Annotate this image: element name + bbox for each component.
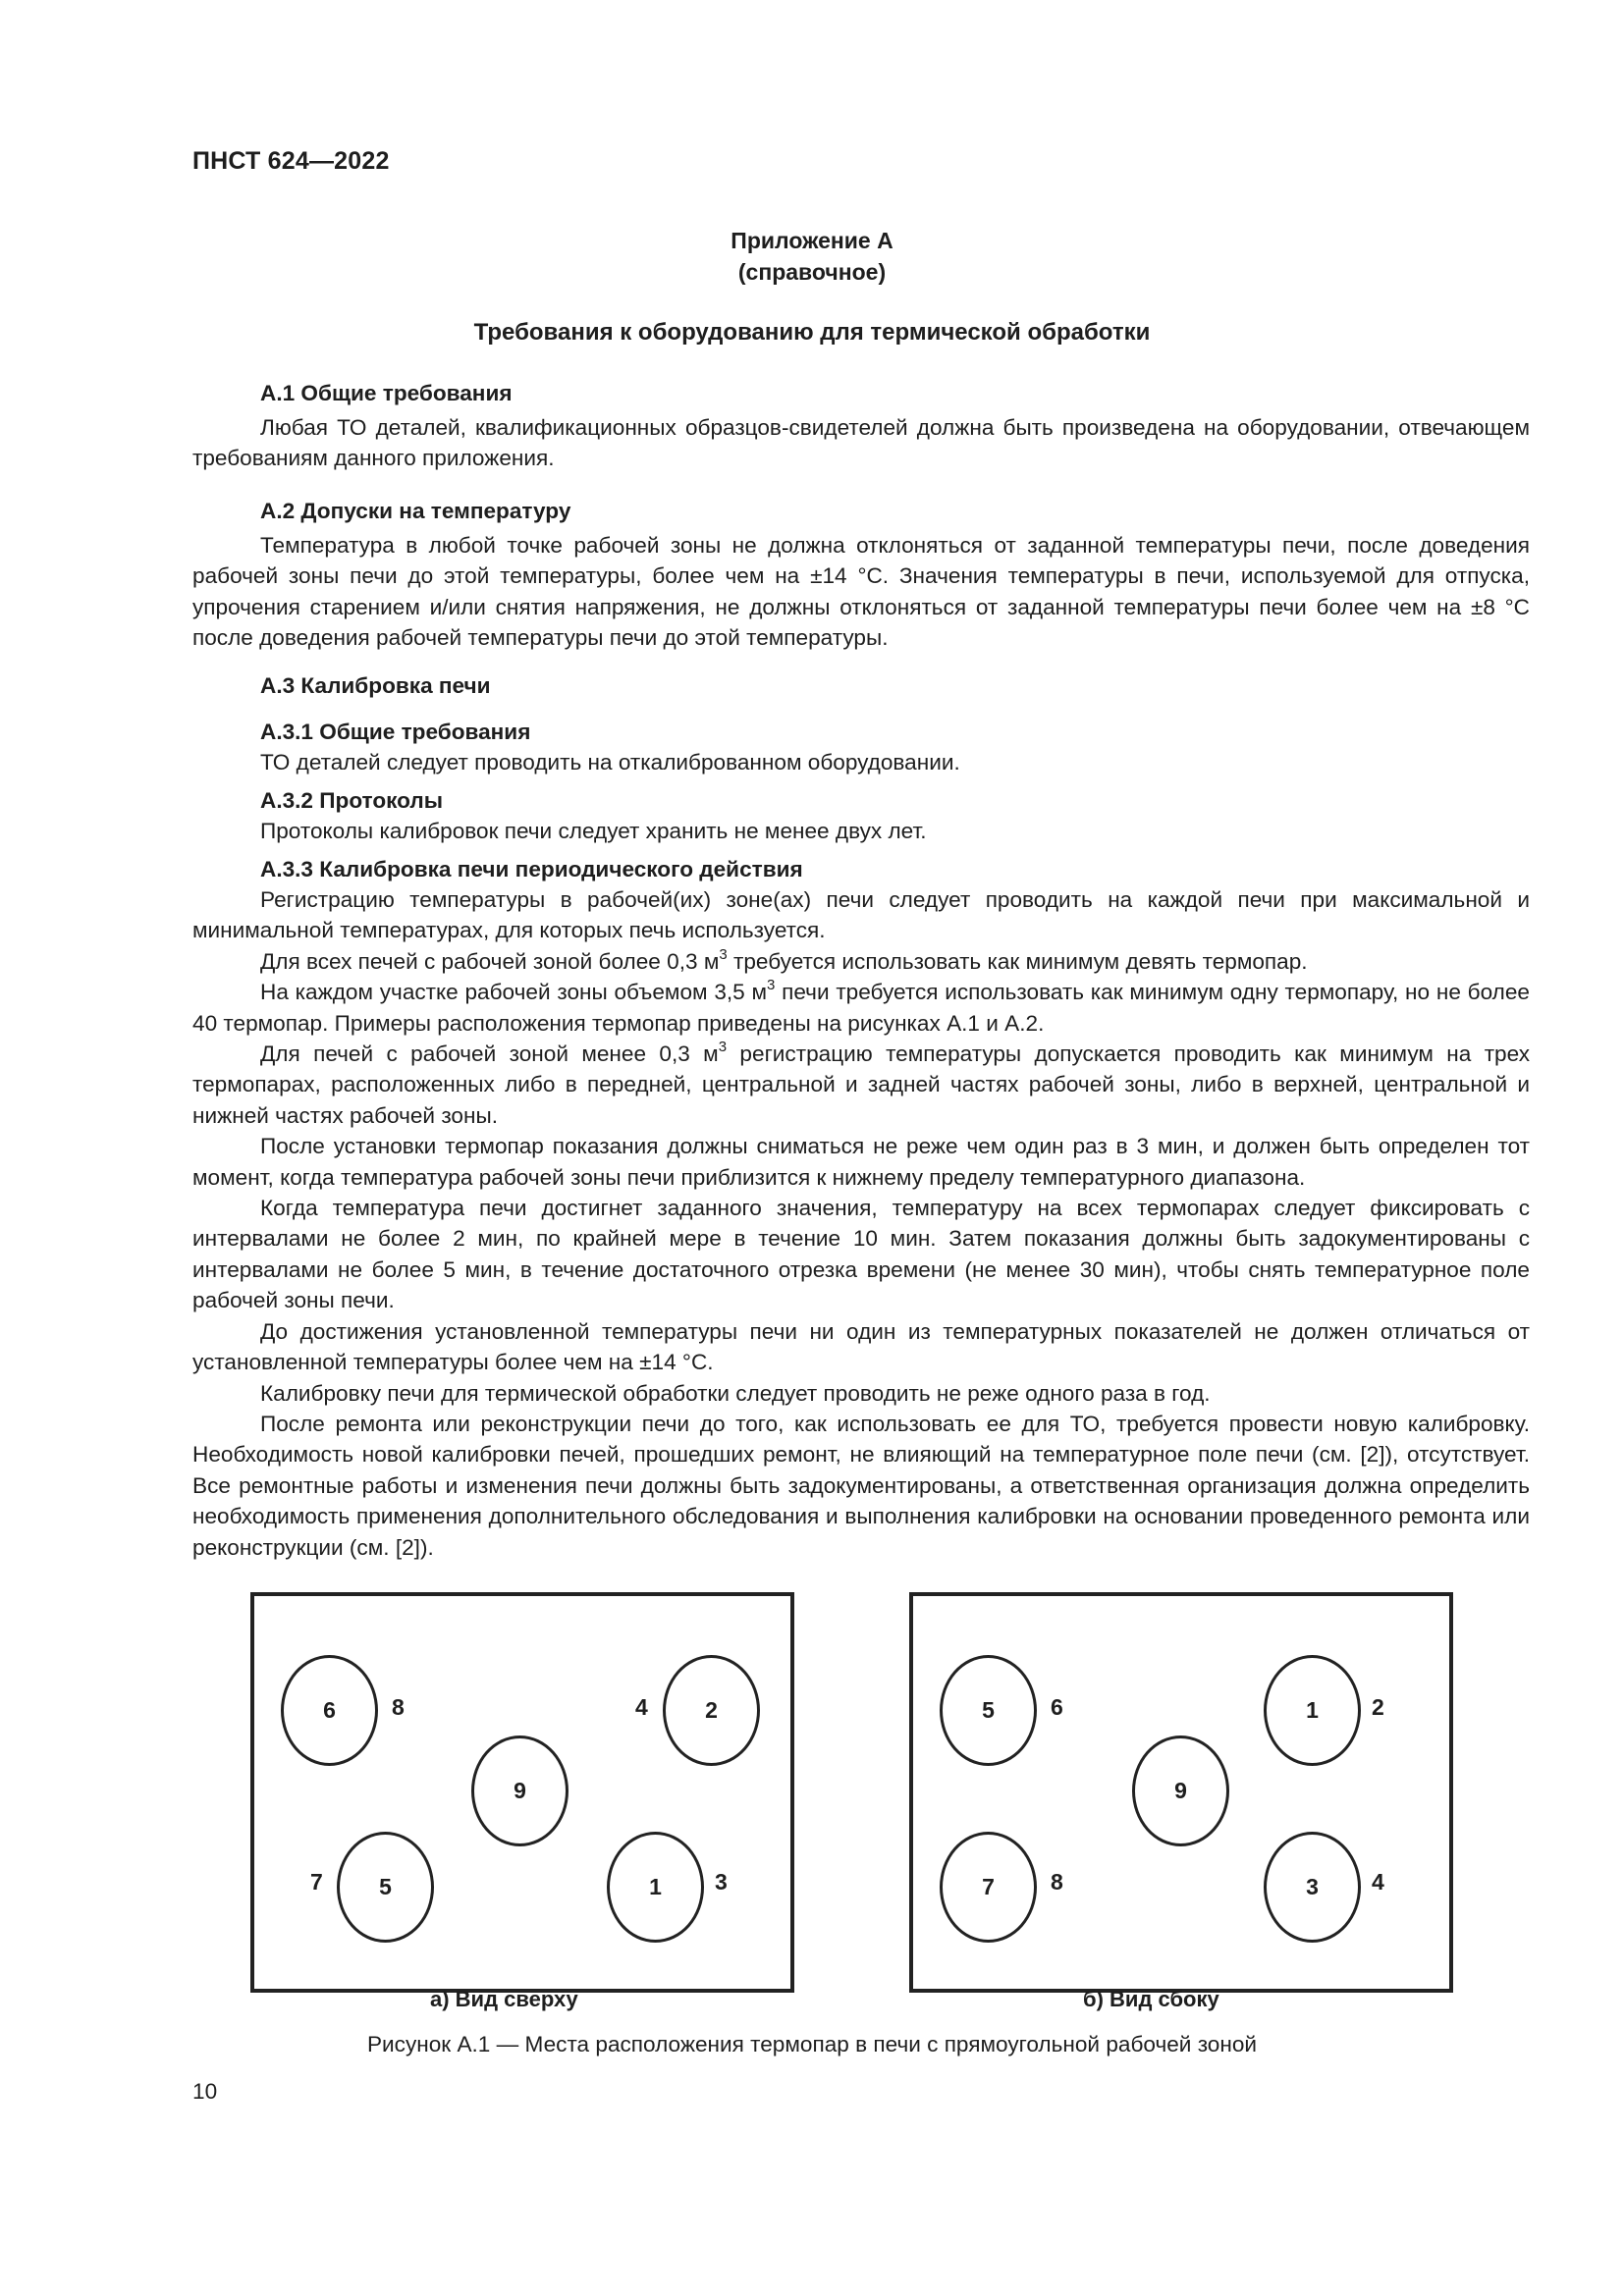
section-a3 — [192, 670, 1530, 701]
document-code: ПНСТ 624—2022 — [192, 147, 390, 175]
paragraph: После установки термопар показания должны сниматься не реже чем один раз в 3 мин, и должен быть определен тот момент, когда температура рабочей зоны печи приблизится к нижнему пределу температурного диапазона. — [192, 1134, 1530, 1190]
thermocouple-label: 8 — [392, 1694, 405, 1720]
thermocouple-label: 4 — [1372, 1869, 1384, 1895]
paragraph: Любая ТО деталей, квалификационных образцов-свидетелей должна быть произведена на оборудовании, отвечающем требованиям данного приложения. — [192, 415, 1530, 471]
paragraph: ТО деталей следует проводить на откалиброванном оборудовании. — [260, 750, 960, 774]
paragraph: Протоколы калибровок печи следует хранить не менее двух лет. — [260, 819, 927, 843]
figure-sublabel-top-view: а) Вид сверху — [430, 1987, 578, 2011]
thermocouple-circle: 5 — [940, 1655, 1037, 1766]
thermocouple-circle: 9 — [1132, 1735, 1229, 1846]
paragraph: Температура в любой точке рабочей зоны не должна отклоняться от заданной температуры печи, после доведения рабочей зоны печи до этой температуры, более чем на ±14 °С. Значения температуры в печи, используемой для отпуска, упрочения старением и/или снятия напряжения, не должны отклоняться от заданной температуры печи более чем на ±8 °С после доведения рабочей температуры печи до этой температуры. — [192, 533, 1530, 651]
page-number: 10 — [192, 2079, 218, 2104]
thermocouple-label: 3 — [715, 1869, 728, 1895]
section-heading: А.3.1 Общие требования — [260, 720, 531, 744]
annex-subtitle: (справочное) — [737, 259, 887, 285]
thermocouple-circle: 5 — [337, 1832, 434, 1943]
thermocouple-circle: 6 — [281, 1655, 378, 1766]
section-a3-2 — [192, 785, 1530, 846]
section-heading: А.3.2 Протоколы — [260, 788, 444, 813]
paragraph: Когда температура печи достигнет заданного значения, температуру на всех термопарах следует фиксировать с интервалами не более 2 мин, по крайней мере в течение 10 мин. Затем показания должны быть задокументированы с интервалами не более 5 мин, в течение достаточного отрезка времени (не менее 30 мин), чтобы снять температурное поле рабочей зоны печи. — [192, 1196, 1530, 1313]
thermocouple-circle: 3 — [1264, 1832, 1361, 1943]
thermocouple-circle: 2 — [663, 1655, 760, 1766]
thermocouple-circle: 1 — [607, 1832, 704, 1943]
section-heading: А.3.3 Калибровка печи периодического действия — [260, 857, 803, 881]
paragraph: На каждом участке рабочей зоны объемом 3,5 $м^3$ печи требуется использовать как минимум одну термопару, но не более 40 термопар. Примеры расположения термопар приведены на рисунках А.1 и А.2. — [192, 977, 1530, 1036]
section-heading: А.3 Калибровка печи — [260, 673, 491, 698]
figure-top-view — [250, 1592, 794, 1993]
thermocouple-circle: 1 — [1264, 1655, 1361, 1766]
figure-side-view — [909, 1592, 1453, 1993]
paragraph: После ремонта или реконструкции печи до того, как использовать ее для ТО, требуется провести новую калибровку. Необходимость новой калибровки печей, прошедших ремонт, не влияющий на температурное поле печи (см. [2]), отсутствует. Все ремонтные работы и изменения печи должны быть задокументированы, а ответственная организация должна определить необходимость применения дополнительного обследования и выполнения калибровки на основании проведенного ремонта или реконструкции (см. [2]). — [192, 1411, 1530, 1560]
thermocouple-label: 7 — [310, 1869, 323, 1895]
section-a3-3 — [192, 854, 1530, 1563]
figure-sublabel-side-view: б) Вид сбоку — [1083, 1987, 1219, 2011]
thermocouple-label: 2 — [1372, 1694, 1384, 1720]
paragraph: Калибровку печи для термической обработки следует проводить не реже одного раза в год. — [260, 1380, 1211, 1406]
paragraph: Регистрацию температуры в рабочей(их) зоне(ах) печи следует проводить на каждой печи при максимальной и минимальной температурах, для которых печь используется. — [192, 887, 1530, 943]
thermocouple-label: 4 — [635, 1694, 648, 1720]
section-heading: А.2 Допуски на температуру — [260, 499, 571, 523]
section-a2 — [192, 496, 1530, 654]
section-a1 — [192, 378, 1530, 474]
paragraph: Для всех печей с рабочей зоной более 0,3 $м^3$ требуется использовать как минимум девять термопар. — [260, 945, 1308, 974]
figure-caption: Рисунок А.1 — Места расположения термопар в печи с прямоугольной рабочей зоной — [366, 2032, 1258, 2056]
thermocouple-label: 8 — [1051, 1869, 1063, 1895]
paragraph: До достижения установленной температуры печи ни один из температурных показателей не должен отличаться от установленной температуры более чем на ±14 °С. — [192, 1318, 1530, 1375]
section-a3-1 — [192, 717, 1530, 777]
paragraph: Для печей с рабочей зоной менее 0,3 $м^3$ регистрацию температуры допускается проводить как минимум на трех термопарах, расположенных либо в передней, центральной и задней частях рабочей зоны, либо в верхней, центральной и нижней частях рабочей зоны. — [192, 1039, 1530, 1128]
thermocouple-label: 6 — [1051, 1694, 1063, 1720]
section-heading: А.1 Общие требования — [260, 381, 513, 405]
annex-title: Приложение А — [731, 228, 893, 253]
thermocouple-circle: 9 — [471, 1735, 568, 1846]
annex-heading: Требования к оборудованию для термической обработки — [473, 319, 1151, 346]
thermocouple-circle: 7 — [940, 1832, 1037, 1943]
